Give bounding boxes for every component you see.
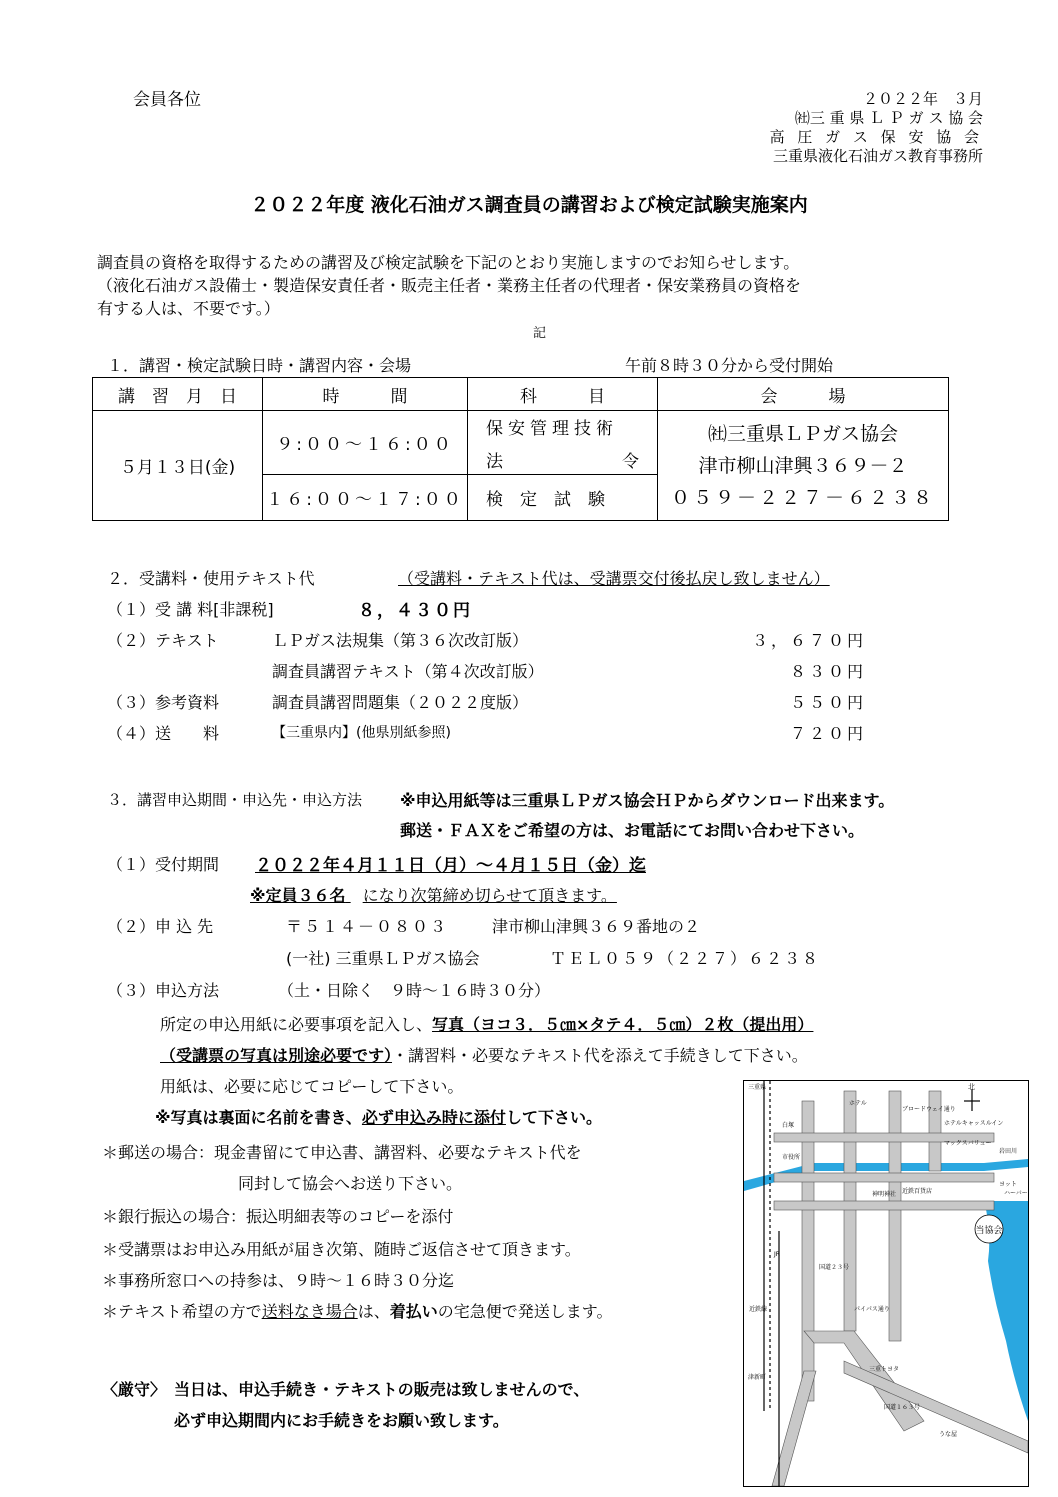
fee-item-desc: ＬＰガス法規集（第３６次改訂版） [272, 631, 529, 650]
road [774, 1201, 994, 1210]
road [844, 1091, 856, 1331]
issue-date: ２０２２年 ３月 [862, 90, 983, 108]
map-label: ブロードウェイ通り [902, 1106, 956, 1113]
note-text: の宅急便で発送します。 [437, 1302, 613, 1321]
road [844, 1361, 1028, 1453]
photo-extra-note: （受講票の写真は別途必要です） [160, 1046, 393, 1065]
map-label: 北 [968, 1083, 975, 1091]
road [889, 1091, 901, 1341]
note-item: ＊事務所窓口への持参は、９時～１６時３０分迄 [102, 1271, 455, 1290]
road [802, 1101, 814, 1401]
map-label: パイパス通り [854, 1306, 890, 1313]
map-label: 近鉄百貨店 [902, 1188, 933, 1195]
intro-line-2: （液化石油ガス設備士・製造保安責任者・販売主任者・業務主任者の代理者・保安業務員の資格を [97, 276, 802, 295]
location-map [743, 1080, 1029, 1487]
method-text: 所定の申込用紙に必要事項を記入し、 [160, 1015, 433, 1034]
addressee: 会員各位 [133, 90, 201, 110]
refund-note: （受講料・テキスト代は、受講票交付後払戻し致しません） [398, 569, 830, 588]
photo-note-text: ※写真は裏面に名前を書き、 [155, 1108, 362, 1127]
table-cell-time: ９:００～１６:００ [263, 411, 468, 475]
photo-note-text: して下さい。 [505, 1108, 602, 1127]
fee-item-label: （３）参考資料 [107, 693, 220, 712]
road [929, 1091, 941, 1171]
footer-label: 〈厳守〉 [102, 1380, 167, 1399]
photo-spec: 写真（ヨコ３．５㎝×タテ４．５㎝）２枚（提出用） [432, 1015, 814, 1034]
map-label: ヨット [999, 1181, 1017, 1188]
table-header: 会 場 [658, 378, 949, 411]
fee-item-price: ５５０円 [789, 693, 866, 712]
note-emphasis: 送料なき場合 [261, 1302, 358, 1321]
org-line-3: 三重県液化石油ガス教育事務所 [772, 147, 983, 165]
map-label: 国道１６３号 [884, 1404, 921, 1411]
dest-tel: ＴＥＬ０５９（２２７）６２３８ [550, 949, 821, 968]
method-line-2 [160, 1043, 808, 1066]
note-item: ＊受講票はお申込み用紙が届き次第、随時ご返信させて頂きます。 [102, 1240, 581, 1259]
org-line-2: 高 圧 ガ ス 保 安 協 会 [769, 128, 983, 146]
dest-label: （２）申 込 先 [107, 917, 214, 936]
ki-mark: 記 [533, 326, 547, 341]
capacity-note [250, 883, 617, 906]
method-label: （３）申込方法 [107, 981, 220, 1000]
table-cell-venue [658, 411, 949, 521]
method-line-1 [160, 1012, 813, 1035]
map-label: JR [774, 1251, 780, 1258]
map-label: ホテル [849, 1100, 867, 1107]
map-label: うな屋 [939, 1431, 958, 1438]
period-label: （１）受付期間 [107, 855, 220, 874]
fee-item-label: （４）送 料 [107, 724, 220, 743]
dest-org: (一社) 三重県ＬＰガス協会 [286, 949, 480, 968]
fee-item-desc: 調査員講習問題集（２０２２度版） [272, 693, 529, 712]
note-text: は、 [357, 1302, 390, 1321]
note-text: ＊テキスト希望の方で [102, 1302, 262, 1321]
method-hours: （土・日除く ９時～１６時３０分） [278, 981, 551, 1000]
page-title: ２０２２年度 液化石油ガス調査員の講習および検定試験実施案内 [250, 194, 808, 216]
map-label: 近鉄線 [749, 1306, 768, 1313]
org-line-1: ㈳三 重 県 Ｌ Ｐ ガ ス 協 会 [794, 109, 983, 127]
note-item: 同封して協会へお送り下さい。 [238, 1174, 463, 1193]
table-cell-time: １６:００～１７:００ [263, 475, 468, 521]
period-value: ２０２２年４月１１日（月）～４月１５日（金）迄 [255, 856, 646, 876]
venue-address: 津市柳山津興３６９－２ [698, 454, 908, 477]
intro-line-3: 有する人は、不要です。） [97, 299, 280, 318]
dest-zip: 〒５１４－０８０３ [286, 917, 449, 936]
fee-item-label: （２）テキスト [107, 631, 219, 650]
fee-item-price: ７２０円 [789, 724, 866, 743]
photo-note-emphasis: 必ず申込み時に添付 [361, 1108, 506, 1127]
fee-item-price: ８，４３０円 [358, 601, 472, 621]
map-label: 当協会 [975, 1226, 1003, 1236]
section1-heading: １．講習・検定試験日時・講習内容・会場 [107, 356, 412, 375]
venue-tel: ０５９－２２７－６２３８ [670, 486, 935, 509]
fee-item-price: ３，６７０円 [751, 631, 866, 650]
table-header: 科 目 [468, 378, 658, 411]
fee-item-price: ８３０円 [789, 662, 866, 681]
footer-line-2: 必ず申込期間内にお手続きをお願い致します。 [174, 1411, 509, 1430]
fee-item-desc: 【三重県内】(他県別紙参照) [272, 725, 451, 741]
table-cell-date: ５月１３日(金) [93, 411, 263, 521]
photo-note [155, 1105, 602, 1128]
section2-heading: ２．受講料・使用テキスト代 [107, 569, 315, 588]
table-header: 講 習 月 日 [93, 378, 263, 411]
footer-line-1: 当日は、申込手続き・テキストの販売は致しませんので、 [174, 1380, 590, 1399]
fee-item-label: （１）受 講 料[非課税] [107, 600, 274, 619]
map-label: 津新町 [748, 1374, 767, 1381]
map-label: 市役所 [782, 1154, 801, 1161]
map-label: ハーバー [1004, 1190, 1028, 1197]
table-header: 時 間 [263, 378, 468, 411]
fee-item-desc: 調査員講習テキスト（第４次改訂版） [272, 662, 544, 681]
note-emphasis: 着払い [389, 1302, 438, 1321]
dest-address: 津市柳山津興３６９番地の２ [492, 917, 701, 936]
section3-heading: ３．講習申込期間・申込先・申込方法 [107, 791, 363, 809]
map-label: 三重トヨタ [869, 1366, 900, 1373]
note-item [102, 1299, 612, 1322]
note-item: ＊郵送の場合：現金書留にて申込書、講習料、必要なテキスト代を [102, 1143, 582, 1162]
subject-line [486, 447, 639, 472]
map-label: ホテルキャッスルイン [944, 1120, 1004, 1127]
road [774, 1173, 994, 1182]
schedule-table [92, 377, 949, 521]
method-line-3: 用紙は、必要に応じてコピーして下さい。 [160, 1077, 464, 1096]
map-drawing [744, 1081, 1028, 1486]
mail-note: 郵送・ＦＡＸをご希望の方は、お電話にてお問い合わせ下さい。 [400, 821, 865, 840]
table-cell-subject: 検 定 試 験 [468, 475, 658, 521]
map-label: 白塚 [782, 1122, 795, 1129]
table-cell-subject [468, 411, 658, 475]
subject-word: 法 [486, 451, 503, 472]
map-label: マックスバリュー [944, 1140, 992, 1147]
method-text: ・講習料・必要なテキスト代を添えて手続きして下さい。 [392, 1046, 808, 1065]
venue-name: ㈳三重県ＬＰガス協会 [707, 422, 898, 445]
reception-time: 午前８時３０分から受付開始 [625, 356, 834, 375]
map-label: 岩田川 [999, 1148, 1018, 1155]
map-label: 三重県 [748, 1084, 767, 1091]
map-label: 国道２３号 [819, 1264, 850, 1271]
intro-line-1: 調査員の資格を取得するための講習及び検定試験を下記のとおり実施しますのでお知らせします。 [97, 253, 800, 272]
capacity-bold: ※定員３６名 [250, 886, 346, 905]
note-item: ＊銀行振込の場合：振込明細表等のコピーを添付 [102, 1207, 454, 1226]
subject-line: 保安管理技術 [486, 418, 618, 439]
download-note: ※申込用紙等は三重県ＬＰガス協会ＨＰからダウンロード出来ます。 [400, 791, 895, 810]
capacity-rest: になり次第締め切らせて頂きます。 [362, 886, 617, 905]
subject-word: 令 [622, 451, 639, 472]
map-label: 神明神社 [872, 1191, 897, 1198]
